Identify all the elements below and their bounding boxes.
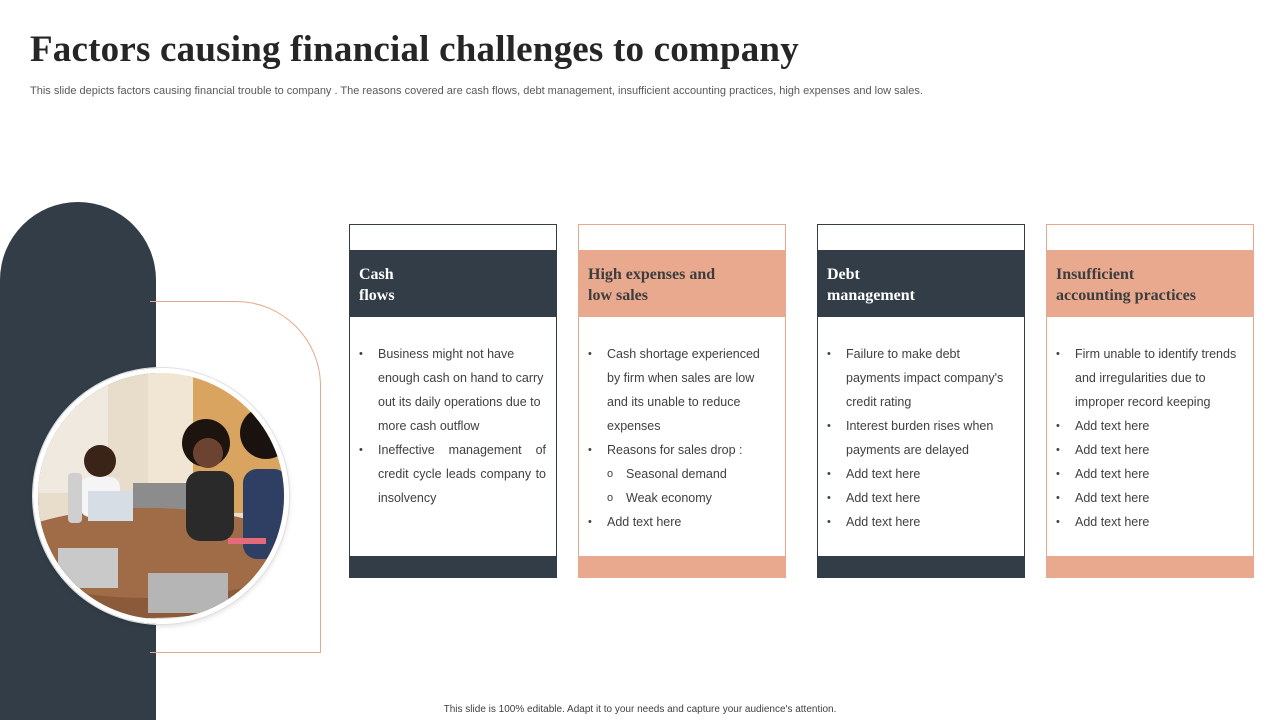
bullet-list xyxy=(579,342,785,534)
card-header xyxy=(578,250,786,317)
sub-list-item: o Seasonal demand xyxy=(607,462,775,486)
card-title-line: Insufficient xyxy=(1056,266,1135,283)
card-title-line: Cash xyxy=(359,266,394,283)
card-header xyxy=(349,250,557,317)
card-footer-bar xyxy=(817,556,1025,578)
list-item: • Firm unable to identify trends and irregularities due to improper record keeping xyxy=(1075,342,1243,414)
card-footer-bar xyxy=(349,556,557,578)
card-insufficient-accounting xyxy=(1046,224,1254,578)
card-debt-management xyxy=(817,224,1025,578)
list-item: • Add text here xyxy=(846,510,1014,534)
card-title-line: flows xyxy=(359,287,395,304)
list-item: • Add text here xyxy=(1075,414,1243,438)
team-meeting-photo xyxy=(33,368,289,624)
list-item: • Reasons for sales drop : xyxy=(607,438,775,462)
slide-footer-note: This slide is 100% editable. Adapt it to your needs and capture your audience's attention. xyxy=(443,704,837,715)
card-footer-bar xyxy=(1046,556,1254,578)
card-header xyxy=(1046,250,1254,317)
bullet-list xyxy=(1047,342,1253,534)
list-item: • Interest burden rises when payments are delayed xyxy=(846,414,1014,462)
meeting-illustration xyxy=(38,373,284,619)
list-item: • Add text here xyxy=(846,462,1014,486)
card-title-line: High expenses and xyxy=(588,266,716,283)
list-item: • Add text here xyxy=(1075,438,1243,462)
card-high-expenses xyxy=(578,224,786,578)
card-footer-bar xyxy=(578,556,786,578)
card-title-line: low sales xyxy=(588,287,648,304)
list-item: • Add text here xyxy=(1075,462,1243,486)
list-item: • Add text here xyxy=(607,510,775,534)
card-title-line: Debt xyxy=(827,266,860,283)
bullet-list xyxy=(818,342,1024,534)
sub-list-item: o Weak economy xyxy=(607,486,775,510)
slide-title: Factors causing financial challenges to company xyxy=(30,29,799,70)
card-header xyxy=(817,250,1025,317)
card-cash-flows xyxy=(349,224,557,578)
bullet-list xyxy=(350,342,556,510)
list-item: • Business might not have enough cash on hand to carry out its daily operations due to more cash outflow xyxy=(378,342,546,438)
list-item: • Add text here xyxy=(846,486,1014,510)
card-title-line: management xyxy=(827,287,915,304)
card-title-line: accounting practices xyxy=(1056,287,1196,304)
list-item: • Ineffective management of credit cycle leads company to insolvency xyxy=(378,438,546,510)
list-item: • Failure to make debt payments impact company's credit rating xyxy=(846,342,1014,414)
list-item: • Cash shortage experienced by firm when sales are low and its unable to reduce expenses xyxy=(607,342,775,438)
list-item: • Add text here xyxy=(1075,510,1243,534)
list-item: • Add text here xyxy=(1075,486,1243,510)
slide-subtitle: This slide depicts factors causing financial trouble to company . The reasons covered are cash flows, debt management, insufficient accounting practices, high expenses and low sales. xyxy=(30,85,923,97)
